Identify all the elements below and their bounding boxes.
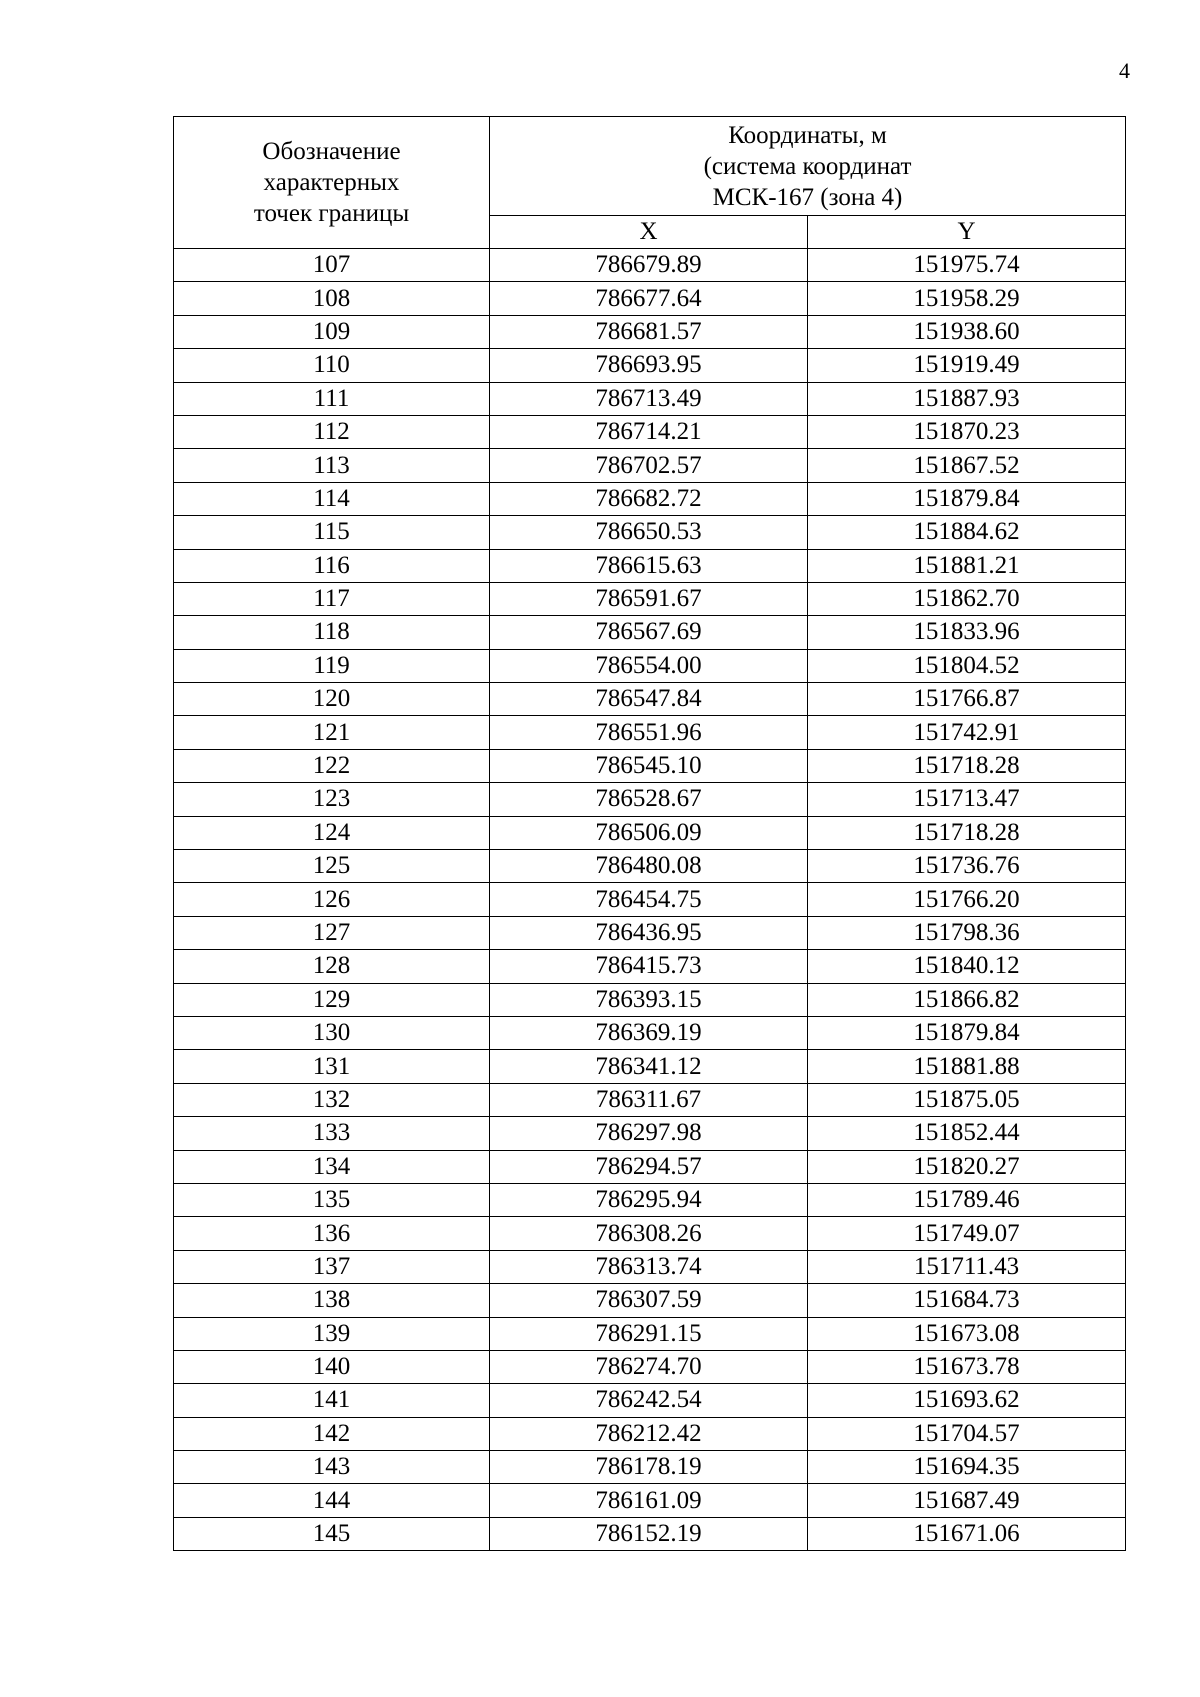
point-id-cell: 144 <box>174 1484 490 1517</box>
x-coordinate-cell: 786454.75 <box>490 883 808 916</box>
y-coordinate-cell: 151711.43 <box>808 1250 1126 1283</box>
y-coordinate-cell: 151887.93 <box>808 382 1126 415</box>
x-column-header: X <box>490 216 808 249</box>
y-coordinate-cell: 151749.07 <box>808 1217 1126 1250</box>
x-coordinate-cell: 786551.96 <box>490 716 808 749</box>
y-coordinate-cell: 151671.06 <box>808 1517 1126 1550</box>
table-row <box>174 1050 1126 1083</box>
y-coordinate-cell: 151713.47 <box>808 783 1126 816</box>
table-header <box>174 117 1126 249</box>
point-id-cell: 112 <box>174 415 490 448</box>
y-coordinate-cell: 151704.57 <box>808 1417 1126 1450</box>
point-id-cell: 107 <box>174 249 490 282</box>
coords-header-line: МСК-167 (зона 4) <box>712 183 903 211</box>
table-row <box>174 249 1126 282</box>
y-coordinate-cell: 151938.60 <box>808 315 1126 348</box>
y-coordinate-cell: 151673.08 <box>808 1317 1126 1350</box>
point-id-cell: 120 <box>174 683 490 716</box>
table-row <box>174 950 1126 983</box>
table-row <box>174 1083 1126 1116</box>
table-row <box>174 749 1126 782</box>
table-row <box>174 1384 1126 1417</box>
point-id-cell: 121 <box>174 716 490 749</box>
x-coordinate-cell: 786369.19 <box>490 1016 808 1049</box>
table-row <box>174 282 1126 315</box>
y-coordinate-cell: 151694.35 <box>808 1451 1126 1484</box>
table-row <box>174 683 1126 716</box>
y-coordinate-cell: 151867.52 <box>808 449 1126 482</box>
point-id-cell: 128 <box>174 950 490 983</box>
coords-header-line: Координаты, м <box>728 121 887 149</box>
y-coordinate-cell: 151833.96 <box>808 616 1126 649</box>
x-coordinate-cell: 786242.54 <box>490 1384 808 1417</box>
point-id-cell: 122 <box>174 749 490 782</box>
table-row <box>174 783 1126 816</box>
point-id-cell: 123 <box>174 783 490 816</box>
x-coordinate-cell: 786506.09 <box>490 816 808 849</box>
table-row <box>174 1183 1126 1216</box>
table-row <box>174 1417 1126 1450</box>
point-id-cell: 127 <box>174 916 490 949</box>
table-row <box>174 916 1126 949</box>
table-row <box>174 816 1126 849</box>
table-row <box>174 1150 1126 1183</box>
points-header-line: Обозначение <box>262 138 401 165</box>
table-row <box>174 1250 1126 1283</box>
point-id-cell: 111 <box>174 382 490 415</box>
point-id-cell: 137 <box>174 1250 490 1283</box>
x-coordinate-cell: 786308.26 <box>490 1217 808 1250</box>
table-row <box>174 549 1126 582</box>
y-coordinate-cell: 151684.73 <box>808 1284 1126 1317</box>
y-coordinate-cell: 151687.49 <box>808 1484 1126 1517</box>
x-coordinate-cell: 786713.49 <box>490 382 808 415</box>
x-coordinate-cell: 786152.19 <box>490 1517 808 1550</box>
x-coordinate-cell: 786681.57 <box>490 315 808 348</box>
y-coordinate-cell: 151879.84 <box>808 482 1126 515</box>
point-id-cell: 142 <box>174 1417 490 1450</box>
y-coordinate-cell: 151862.70 <box>808 582 1126 615</box>
y-coordinate-cell: 151718.28 <box>808 816 1126 849</box>
y-coordinate-cell: 151881.21 <box>808 549 1126 582</box>
table-row <box>174 449 1126 482</box>
table-row <box>174 1350 1126 1383</box>
x-coordinate-cell: 786615.63 <box>490 549 808 582</box>
x-coordinate-cell: 786545.10 <box>490 749 808 782</box>
point-id-cell: 110 <box>174 349 490 382</box>
y-coordinate-cell: 151820.27 <box>808 1150 1126 1183</box>
point-id-cell: 125 <box>174 850 490 883</box>
y-coordinate-cell: 151736.76 <box>808 850 1126 883</box>
point-id-cell: 136 <box>174 1217 490 1250</box>
point-id-cell: 118 <box>174 616 490 649</box>
y-coordinate-cell: 151789.46 <box>808 1183 1126 1216</box>
table-row <box>174 883 1126 916</box>
table-row <box>174 582 1126 615</box>
point-id-cell: 135 <box>174 1183 490 1216</box>
x-coordinate-cell: 786161.09 <box>490 1484 808 1517</box>
point-id-cell: 113 <box>174 449 490 482</box>
point-id-cell: 115 <box>174 516 490 549</box>
x-coordinate-cell: 786567.69 <box>490 616 808 649</box>
y-coordinate-cell: 151766.20 <box>808 883 1126 916</box>
y-coordinate-cell: 151919.49 <box>808 349 1126 382</box>
table-row <box>174 649 1126 682</box>
coordinates-table <box>173 116 1126 1551</box>
x-coordinate-cell: 786528.67 <box>490 783 808 816</box>
table-row <box>174 315 1126 348</box>
y-column-header: Y <box>808 216 1126 249</box>
x-coordinate-cell: 786295.94 <box>490 1183 808 1216</box>
point-id-cell: 139 <box>174 1317 490 1350</box>
x-coordinate-cell: 786291.15 <box>490 1317 808 1350</box>
x-coordinate-cell: 786677.64 <box>490 282 808 315</box>
y-coordinate-cell: 151840.12 <box>808 950 1126 983</box>
x-coordinate-cell: 786341.12 <box>490 1050 808 1083</box>
y-coordinate-cell: 151673.78 <box>808 1350 1126 1383</box>
y-coordinate-cell: 151866.82 <box>808 983 1126 1016</box>
x-coordinate-cell: 786436.95 <box>490 916 808 949</box>
point-id-cell: 131 <box>174 1050 490 1083</box>
y-coordinate-cell: 151879.84 <box>808 1016 1126 1049</box>
x-coordinate-cell: 786679.89 <box>490 249 808 282</box>
x-coordinate-cell: 786393.15 <box>490 983 808 1016</box>
x-coordinate-cell: 786178.19 <box>490 1451 808 1484</box>
x-coordinate-cell: 786212.42 <box>490 1417 808 1450</box>
table-row <box>174 616 1126 649</box>
x-coordinate-cell: 786702.57 <box>490 449 808 482</box>
page-number: 4 <box>1119 58 1130 83</box>
point-id-cell: 108 <box>174 282 490 315</box>
point-id-cell: 132 <box>174 1083 490 1116</box>
y-coordinate-cell: 151742.91 <box>808 716 1126 749</box>
point-id-cell: 130 <box>174 1016 490 1049</box>
y-coordinate-cell: 151870.23 <box>808 415 1126 448</box>
y-coordinate-cell: 151958.29 <box>808 282 1126 315</box>
point-id-cell: 129 <box>174 983 490 1016</box>
point-id-cell: 134 <box>174 1150 490 1183</box>
point-id-cell: 140 <box>174 1350 490 1383</box>
y-coordinate-cell: 151798.36 <box>808 916 1126 949</box>
x-coordinate-cell: 786313.74 <box>490 1250 808 1283</box>
table-row <box>174 1284 1126 1317</box>
point-id-cell: 109 <box>174 315 490 348</box>
y-coordinate-cell: 151975.74 <box>808 249 1126 282</box>
point-id-cell: 114 <box>174 482 490 515</box>
x-coordinate-cell: 786714.21 <box>490 415 808 448</box>
y-coordinate-cell: 151718.28 <box>808 749 1126 782</box>
point-id-cell: 141 <box>174 1384 490 1417</box>
point-id-cell: 117 <box>174 582 490 615</box>
table-row <box>174 382 1126 415</box>
y-coordinate-cell: 151884.62 <box>808 516 1126 549</box>
point-id-cell: 133 <box>174 1117 490 1150</box>
coords-column-header <box>490 117 1126 216</box>
x-coordinate-cell: 786591.67 <box>490 582 808 615</box>
table-row <box>174 516 1126 549</box>
table-row <box>174 415 1126 448</box>
table-row <box>174 349 1126 382</box>
table-row <box>174 850 1126 883</box>
y-coordinate-cell: 151881.88 <box>808 1050 1126 1083</box>
point-id-cell: 126 <box>174 883 490 916</box>
y-coordinate-cell: 151766.87 <box>808 683 1126 716</box>
table-row <box>174 1484 1126 1517</box>
table-row <box>174 1317 1126 1350</box>
x-coordinate-cell: 786554.00 <box>490 649 808 682</box>
y-coordinate-cell: 151852.44 <box>808 1117 1126 1150</box>
point-id-cell: 138 <box>174 1284 490 1317</box>
table-row <box>174 1451 1126 1484</box>
point-id-cell: 119 <box>174 649 490 682</box>
point-id-cell: 124 <box>174 816 490 849</box>
point-id-cell: 116 <box>174 549 490 582</box>
y-coordinate-cell: 151804.52 <box>808 649 1126 682</box>
table-row <box>174 983 1126 1016</box>
x-coordinate-cell: 786294.57 <box>490 1150 808 1183</box>
x-coordinate-cell: 786650.53 <box>490 516 808 549</box>
point-id-cell: 143 <box>174 1451 490 1484</box>
table-row <box>174 716 1126 749</box>
y-coordinate-cell: 151875.05 <box>808 1083 1126 1116</box>
table-row <box>174 1517 1126 1550</box>
y-coordinate-cell: 151693.62 <box>808 1384 1126 1417</box>
x-coordinate-cell: 786311.67 <box>490 1083 808 1116</box>
table-body <box>174 249 1126 1551</box>
coords-header-line: (система координат <box>703 152 912 180</box>
x-coordinate-cell: 786274.70 <box>490 1350 808 1383</box>
table-row <box>174 1117 1126 1150</box>
x-coordinate-cell: 786297.98 <box>490 1117 808 1150</box>
x-coordinate-cell: 786682.72 <box>490 482 808 515</box>
point-id-cell: 145 <box>174 1517 490 1550</box>
points-column-header <box>174 117 490 249</box>
x-coordinate-cell: 786480.08 <box>490 850 808 883</box>
table-row <box>174 482 1126 515</box>
points-header-line: характерных <box>263 169 400 196</box>
table-row <box>174 1016 1126 1049</box>
table-row <box>174 1217 1126 1250</box>
x-coordinate-cell: 786693.95 <box>490 349 808 382</box>
x-coordinate-cell: 786415.73 <box>490 950 808 983</box>
x-coordinate-cell: 786307.59 <box>490 1284 808 1317</box>
points-header-line: точек границы <box>253 200 410 227</box>
x-coordinate-cell: 786547.84 <box>490 683 808 716</box>
